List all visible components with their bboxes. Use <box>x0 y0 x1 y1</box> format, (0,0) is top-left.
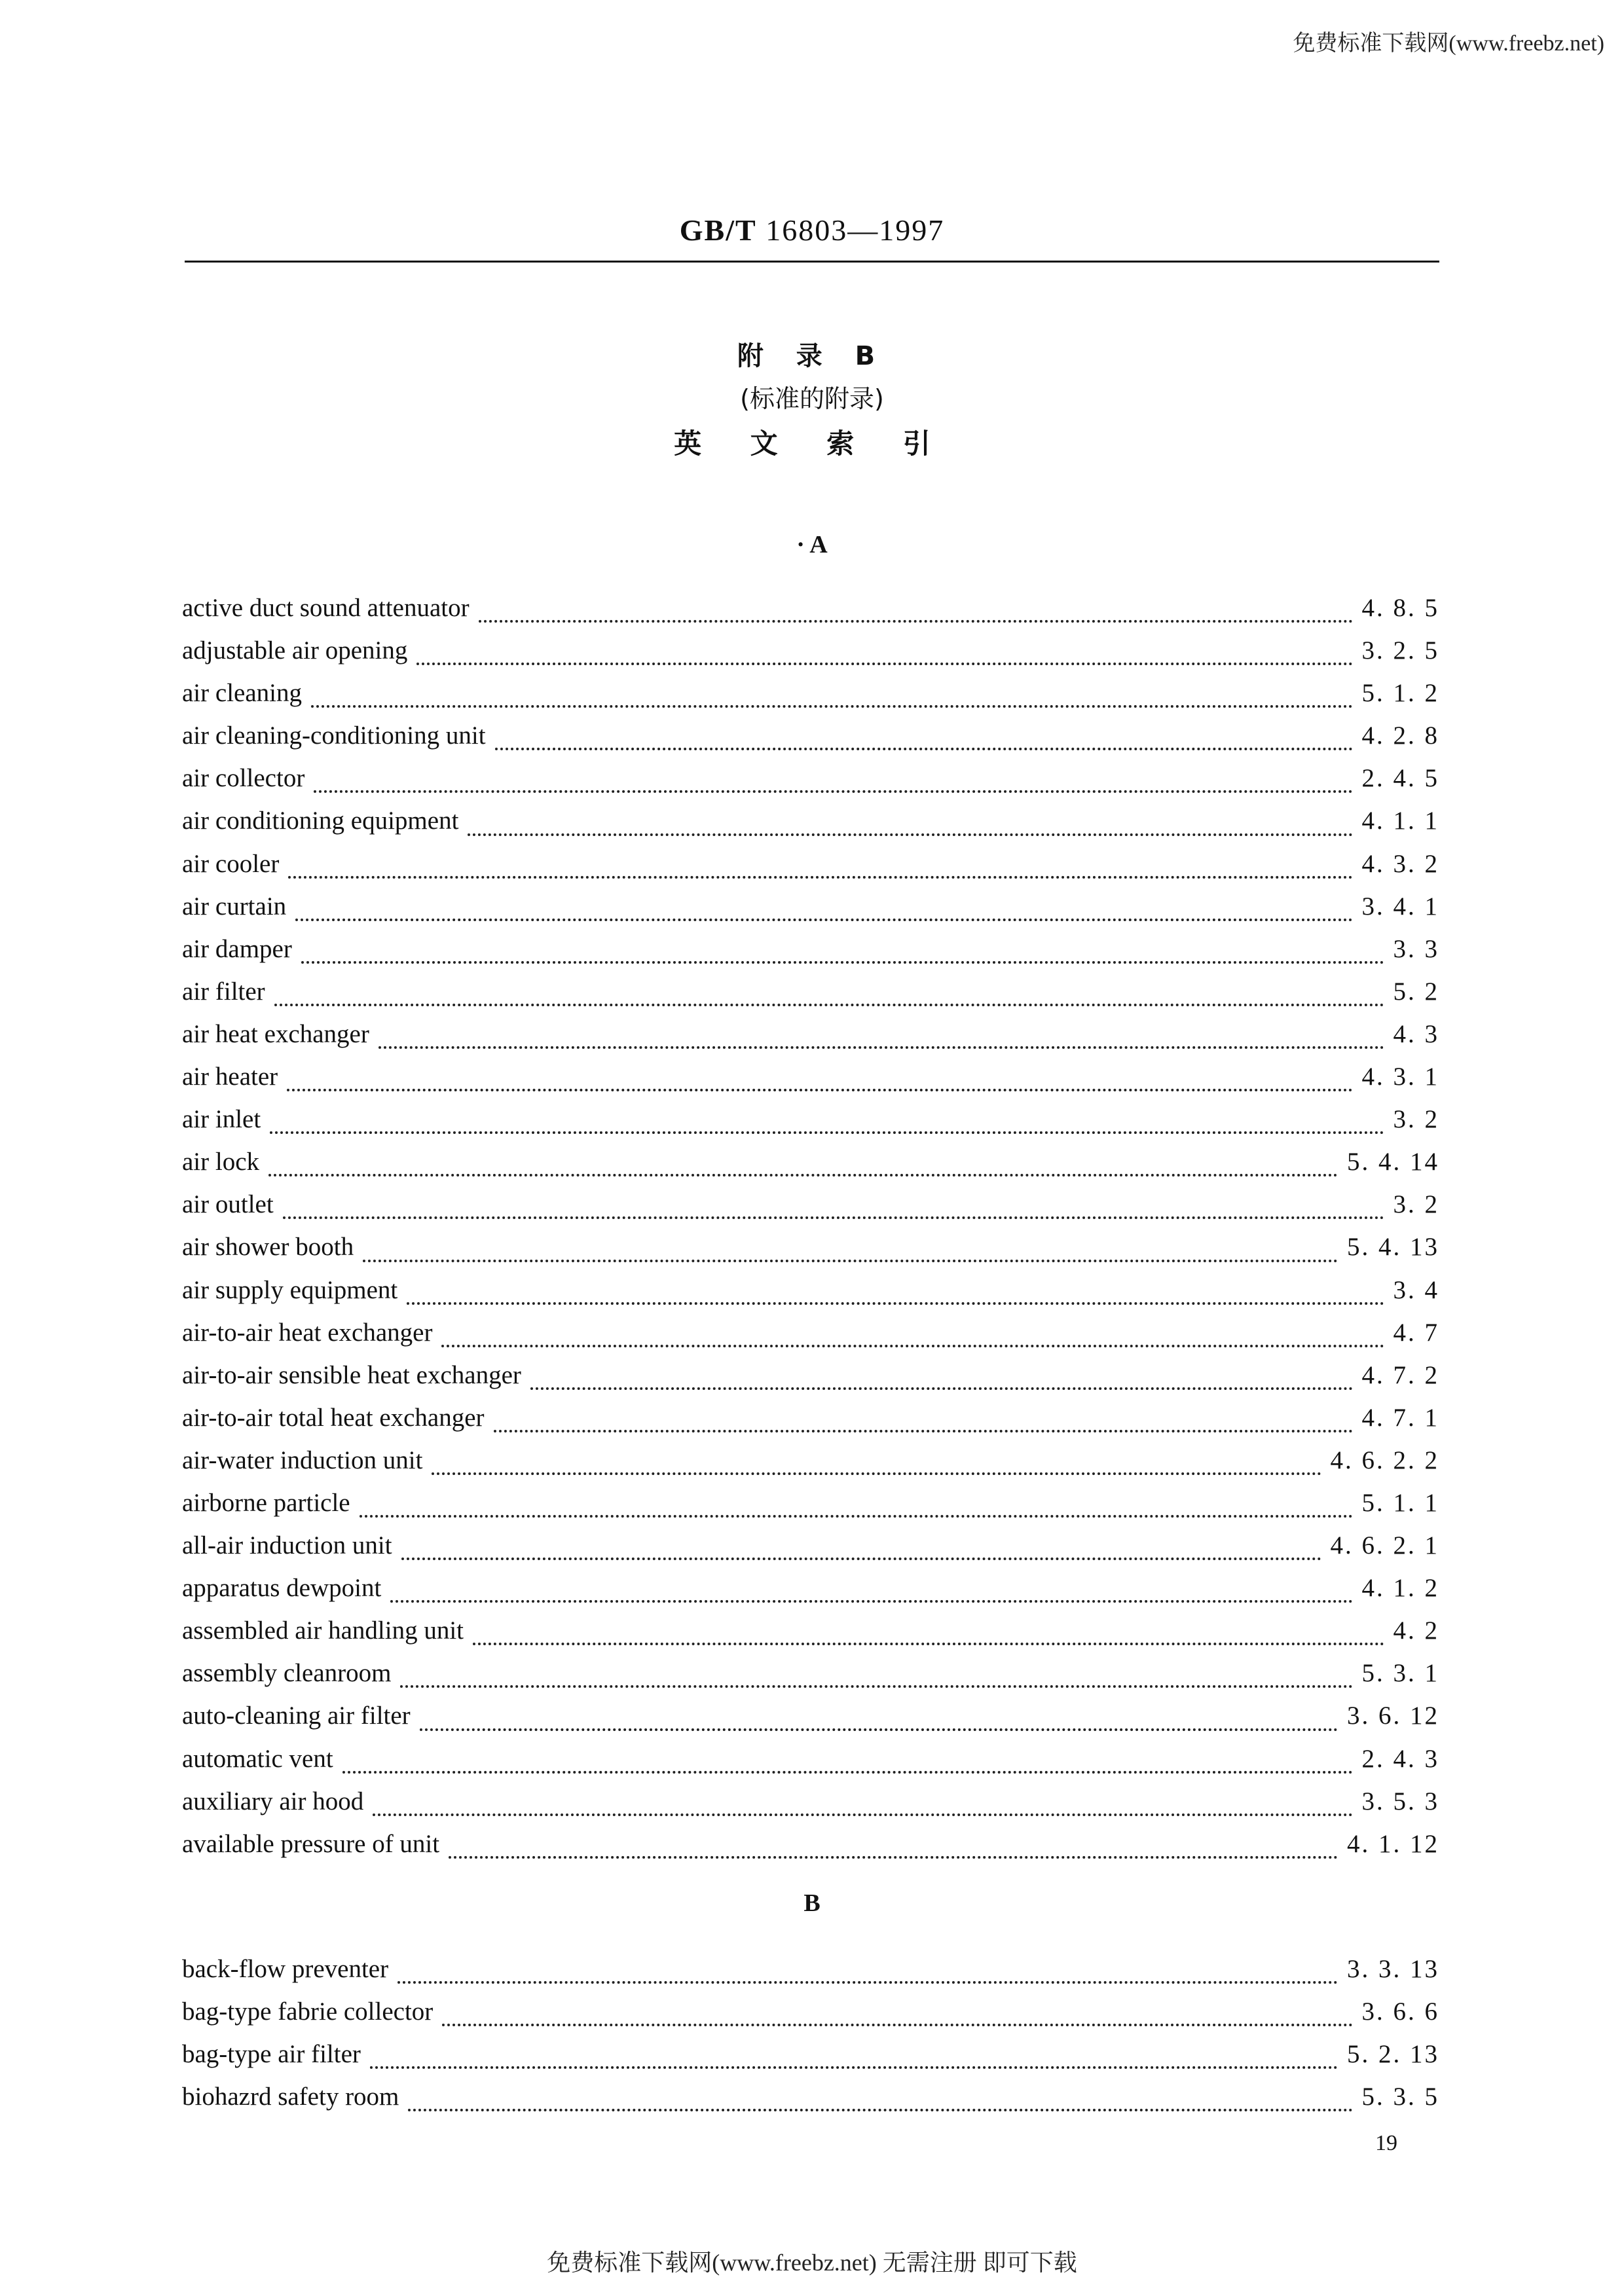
entry-ref: 4. 7. 1 <box>1361 1403 1439 1432</box>
entry-ref: 4. 2. 8 <box>1361 721 1439 750</box>
entry-term: air supply equipment <box>182 1275 398 1304</box>
entry-ref: 4. 2 <box>1393 1616 1439 1645</box>
entry-term: airborne particle <box>182 1488 350 1517</box>
entry-term: air filter <box>182 977 265 1006</box>
entry-term: bag-type air filter <box>182 2040 361 2069</box>
dot-leader <box>408 2109 1352 2111</box>
entry-term: air inlet <box>182 1105 261 1134</box>
index-entry <box>182 1694 1439 1737</box>
dot-leader <box>530 1387 1353 1390</box>
index-entry <box>182 1140 1439 1183</box>
index-entry <box>182 2075 1439 2118</box>
index-entry <box>182 843 1439 885</box>
dot-leader <box>314 790 1352 793</box>
index-entry <box>182 1396 1439 1439</box>
dot-leader <box>479 620 1353 623</box>
entry-ref: 5. 2 <box>1393 977 1439 1006</box>
dot-leader <box>468 833 1352 836</box>
entry-ref: 4. 3. 1 <box>1361 1063 1439 1091</box>
dot-leader <box>268 1174 1338 1176</box>
dot-leader <box>311 705 1353 708</box>
dot-leader <box>288 876 1352 879</box>
index-title: 英 文 索 引 <box>674 428 950 460</box>
dot-leader <box>283 1216 1384 1219</box>
entry-term: air cleaning-conditioning unit <box>182 721 486 750</box>
entry-ref: 3. 2 <box>1393 1105 1439 1134</box>
dot-leader <box>378 1046 1384 1049</box>
entry-ref: 3. 2 <box>1393 1190 1439 1219</box>
entry-ref: 4. 7. 2 <box>1361 1360 1439 1389</box>
entry-ref: 2. 4. 5 <box>1361 764 1439 793</box>
index-entry <box>182 1311 1439 1354</box>
entry-ref: 5. 4. 13 <box>1347 1233 1439 1262</box>
index-entry <box>182 757 1439 799</box>
entry-term: assembled air handling unit <box>182 1616 464 1645</box>
entry-ref: 4. 6. 2. 1 <box>1330 1531 1439 1560</box>
entry-term: air-to-air heat exchanger <box>182 1318 433 1347</box>
dot-leader <box>441 1345 1384 1347</box>
entry-term: assembly cleanroom <box>182 1659 392 1688</box>
dot-leader <box>420 1728 1338 1731</box>
entry-ref: 4. 6. 2. 2 <box>1330 1446 1439 1474</box>
dot-leader <box>390 1600 1352 1603</box>
index-entry <box>182 1269 1439 1311</box>
entry-ref: 3. 3 <box>1393 934 1439 963</box>
dot-leader <box>401 1558 1321 1560</box>
entry-term: biohazrd safety room <box>182 2083 399 2111</box>
index-entry <box>182 928 1439 970</box>
entry-ref: 3. 4 <box>1393 1275 1439 1304</box>
entry-term: bag-type fabrie collector <box>182 1997 434 2026</box>
entry-ref: 5. 2. 13 <box>1347 2040 1439 2069</box>
dot-leader <box>370 2066 1338 2069</box>
entry-term: air outlet <box>182 1190 274 1219</box>
entry-ref: 5. 1. 2 <box>1361 679 1439 708</box>
entry-term: air-to-air total heat exchanger <box>182 1403 485 1432</box>
dot-leader <box>270 1131 1384 1134</box>
entry-term: auxiliary air hood <box>182 1787 364 1815</box>
index-entry <box>182 587 1439 629</box>
section-b-entries <box>182 1948 1439 2118</box>
watermark-top: 免费标准下载网(www.freebz.net) <box>1293 31 1604 56</box>
entry-term: air lock <box>182 1148 260 1176</box>
dot-leader <box>373 1813 1352 1816</box>
entry-term: auto-cleaning air filter <box>182 1702 411 1730</box>
dot-leader <box>407 1302 1384 1305</box>
page-number: 19 <box>1375 2131 1397 2155</box>
index-entry <box>182 885 1439 928</box>
entry-ref: 3. 6. 6 <box>1361 1997 1439 2026</box>
entry-term: air-to-air sensible heat exchanger <box>182 1360 521 1389</box>
dot-leader <box>473 1643 1384 1645</box>
index-entry <box>182 672 1439 714</box>
appendix-title: 附 录 B <box>737 341 887 371</box>
standard-code <box>0 213 1624 247</box>
entry-term: air curtain <box>182 892 287 920</box>
index-entry <box>182 714 1439 757</box>
entry-ref: 3. 5. 3 <box>1361 1787 1439 1815</box>
standard-number: 16803—1997 <box>766 213 945 247</box>
dot-leader <box>397 1981 1338 1984</box>
entry-ref: 4. 3 <box>1393 1019 1439 1048</box>
entry-ref: 5. 3. 1 <box>1361 1659 1439 1688</box>
entry-term: active duct sound attenuator <box>182 594 470 622</box>
dot-leader <box>274 1004 1384 1006</box>
dot-leader <box>495 748 1353 750</box>
index-entry <box>182 799 1439 842</box>
dot-leader <box>494 1430 1353 1432</box>
dot-leader <box>442 2024 1352 2026</box>
dot-leader <box>449 1856 1338 1859</box>
entry-ref: 5. 1. 1 <box>1361 1488 1439 1517</box>
watermark-bottom: 免费标准下载网(www.freebz.net) 无需注册 即可下载 <box>547 2250 1077 2276</box>
index-entry <box>182 1948 1439 1990</box>
entry-ref: 4. 8. 5 <box>1361 594 1439 622</box>
index-entry <box>182 1567 1439 1609</box>
index-entry <box>182 970 1439 1013</box>
dot-leader <box>360 1515 1353 1518</box>
entry-ref: 4. 3. 2 <box>1361 849 1439 878</box>
dot-leader <box>400 1685 1352 1688</box>
entry-term: air conditioning equipment <box>182 807 459 835</box>
entry-term: air cleaning <box>182 679 302 708</box>
standard-prefix: GB/T <box>679 213 757 247</box>
entry-term: air shower booth <box>182 1233 354 1262</box>
header-rule <box>185 261 1439 263</box>
entry-ref: 4. 1. 12 <box>1347 1829 1439 1858</box>
dot-leader <box>363 1260 1338 1262</box>
entry-ref: 5. 3. 5 <box>1361 2083 1439 2111</box>
index-entry <box>182 1013 1439 1055</box>
entry-term: air heater <box>182 1063 278 1091</box>
entry-term: air cooler <box>182 849 280 878</box>
index-entry <box>182 1183 1439 1226</box>
index-entry <box>182 1226 1439 1268</box>
section-letter-b: B <box>803 1889 821 1917</box>
entry-term: automatic vent <box>182 1744 333 1773</box>
index-entry <box>182 1609 1439 1652</box>
dot-leader <box>287 1089 1352 1091</box>
entry-term: air collector <box>182 764 305 793</box>
entry-term: air heat exchanger <box>182 1019 369 1048</box>
dot-leader <box>295 919 1352 921</box>
dot-leader <box>342 1771 1353 1774</box>
entry-term: apparatus dewpoint <box>182 1574 382 1603</box>
entry-term: back-flow preventer <box>182 1955 389 1983</box>
index-entry <box>182 1823 1439 1865</box>
entry-ref: 3. 3. 13 <box>1347 1955 1439 1983</box>
section-a-entries <box>182 587 1439 1865</box>
entry-ref: 2. 4. 3 <box>1361 1744 1439 1773</box>
entry-term: available pressure of unit <box>182 1829 440 1858</box>
entry-term: air-water induction unit <box>182 1446 423 1474</box>
index-entry <box>182 1780 1439 1823</box>
index-entry <box>182 1524 1439 1567</box>
index-entry <box>182 2033 1439 2075</box>
entry-term: all-air induction unit <box>182 1531 392 1560</box>
dot-leader <box>416 663 1352 665</box>
entry-ref: 4. 7 <box>1393 1318 1439 1347</box>
index-entry <box>182 1652 1439 1694</box>
entry-term: air damper <box>182 934 292 963</box>
entry-ref: 3. 2. 5 <box>1361 636 1439 665</box>
index-entry <box>182 629 1439 672</box>
entry-ref: 3. 6. 12 <box>1347 1702 1439 1730</box>
entry-ref: 4. 1. 2 <box>1361 1574 1439 1603</box>
entry-ref: 5. 4. 14 <box>1347 1148 1439 1176</box>
index-entry <box>182 1990 1439 2033</box>
index-entry <box>182 1439 1439 1482</box>
index-entry <box>182 1482 1439 1524</box>
entry-ref: 3. 4. 1 <box>1361 892 1439 920</box>
dot-leader <box>301 961 1384 964</box>
entry-ref: 4. 1. 1 <box>1361 807 1439 835</box>
section-letter-a: · A <box>796 531 828 558</box>
index-entry <box>182 1354 1439 1396</box>
appendix-subtitle: (标准的附录) <box>740 384 884 413</box>
index-entry <box>182 1098 1439 1140</box>
index-entry <box>182 1738 1439 1780</box>
entry-term: adjustable air opening <box>182 636 408 665</box>
dot-leader <box>432 1472 1321 1475</box>
index-entry <box>182 1055 1439 1098</box>
